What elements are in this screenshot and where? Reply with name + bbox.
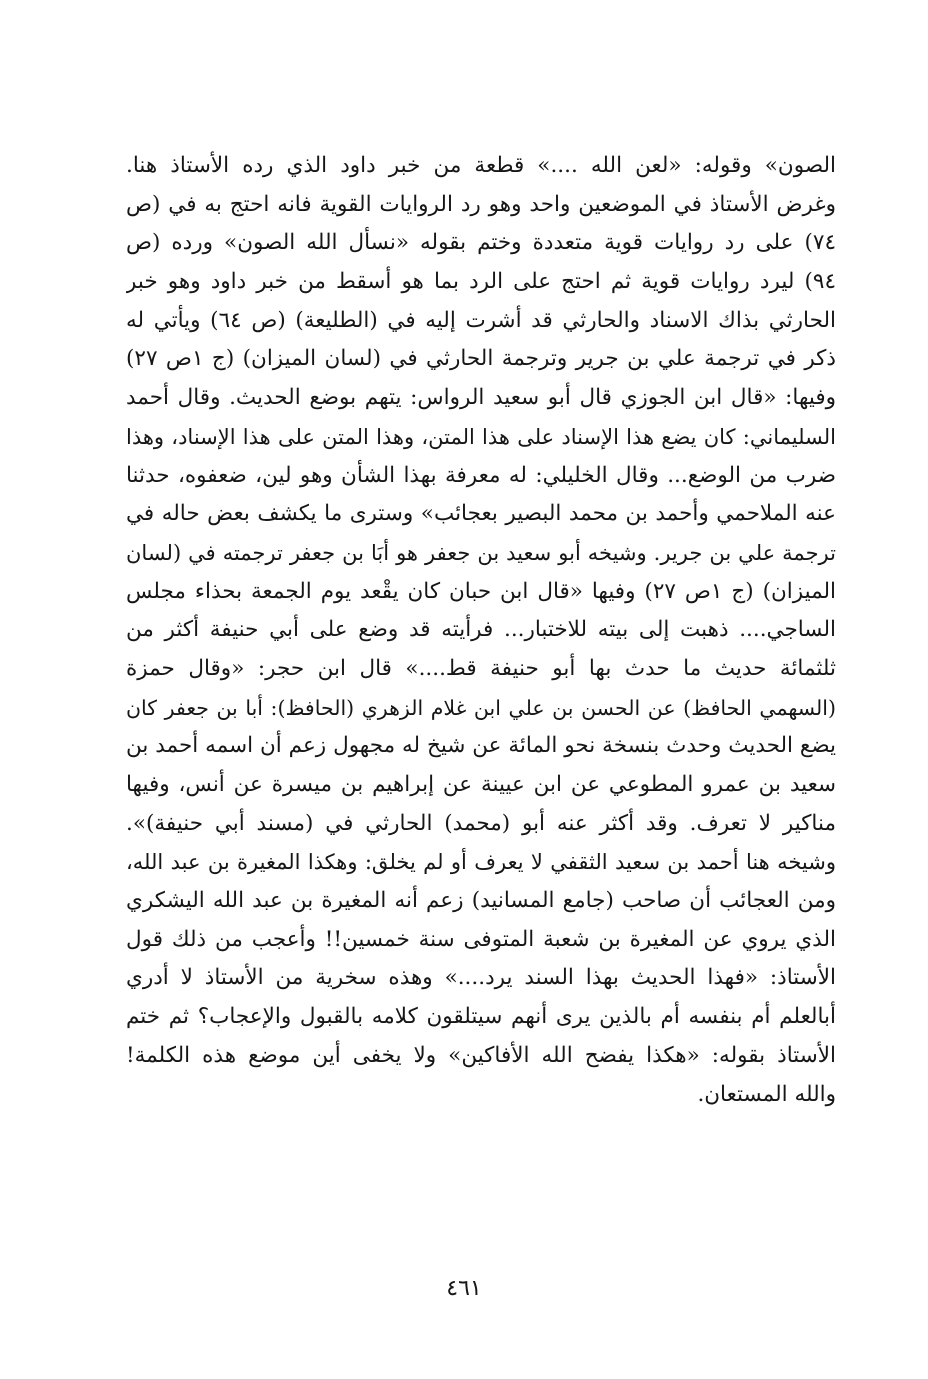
text-line: الأستاذ: «فهذا الحديث بهذا السند يرد....» وهذه سخرية من الأستاذ لا أدري [126, 965, 836, 991]
text-line: وفيها: «قال ابن الجوزي قال أبو سعيد الرواس: يتهم بوضع الحديث. وقال أحمد [126, 385, 836, 411]
text-line: ومن العجائب أن صاحب (جامع المسانيد) زعم أنه المغيرة بن عبد الله اليشكري [126, 888, 836, 914]
text-line: مناكير لا تعرف. وقد أكثر عنه أبو (محمد) الحارثي في (مسند أبي حنيفة)». [126, 810, 836, 836]
text-line: ضرب من الوضع... وقال الخليلي: له معرفة بهذا الشأن وهو لين، ضعفوه، حدثنا [126, 462, 836, 488]
text-line: الصون» وقوله: «لعن الله ....» قطعة من خبر داود الذي رده الأستاذ هنا. [126, 153, 836, 178]
text-line: الذي يروي عن المغيرة بن شعبة المتوفى سنة خمسين!! وأعجب من ذلك قول [126, 926, 836, 952]
text-line: عنه الملاحمي وأحمد بن محمد البصير بعجائب» وسترى ما يكشف بعض حاله في [126, 501, 836, 527]
text-line: ثلثمائة حديث ما حدث بها أبو حنيفة قط....» قال ابن حجر: «وقال حمزة [126, 655, 836, 681]
page-number: ٤٦١ [446, 1276, 482, 1301]
text-line: أبالعلم أم بنفسه أم بالذين يرى أنهم سيتلقون كلامه بالقبول والإعجاب؟ ثم ختم [126, 1004, 836, 1030]
text-line: السليماني: كان يضع هذا الإسناد على هذا المتن، وهذا المتن على هذا الإسناد، وهذا [126, 424, 836, 449]
body-text [126, 147, 836, 1114]
text-line: الميزان) (ج ١ص ٢٧) وفيها «قال ابن حبان كان يقْعد يوم الجمعة بحذاء مجلس [126, 578, 836, 604]
text-line: وشيخه هنا أحمد بن سعيد الثقفي لا يعرف أو لم يخلق: وهكذا المغيرة بن عبد الله، [126, 850, 836, 875]
text-line: الساجي.... ذهبت إلى بيته للاختبار... فرأيته قد وضع على أبي حنيفة أكثر من [126, 617, 836, 643]
text-line: ٩٤) ليرد روايات قوية ثم احتج على الرد بما هو أسقط من خبر داود وهو خبر [126, 269, 836, 295]
text-line: الأستاذ بقوله: «هكذا يفضح الله الأفاكين» ولا يخفى أين موضع هذه الكلمة! [126, 1042, 836, 1068]
text-line: ترجمة علي بن جرير. وشيخه أبو سعيد بن جعفر هو أبَا بن جعفر ترجمته في (لسان [126, 540, 836, 565]
text-line: الحارثي بذاك الاسناد والحارثي قد أشرت إليه في (الطليعة) (ص ٦٤) ويأتي له [126, 307, 836, 333]
text-line: ٧٤) على رد روايات قوية متعددة وختم بقوله «نسأل الله الصون» ورده (ص [126, 230, 836, 256]
text-line: يضع الحديث وحدث بنسخة نحو المائة عن شيخ له مجهول زعم أن اسمه أحمد بن [126, 733, 836, 759]
text-line-last: والله المستعان. [697, 1081, 836, 1107]
text-line: (السهمي الحافظ) عن الحسن بن علي ابن غلام الزهري (الحافظ): أبا بن جعفر كان [126, 695, 836, 720]
text-line: ذكر في ترجمة علي بن جرير وترجمة الحارثي في (لسان الميزان) (ج ١ص ٢٧) [126, 346, 836, 372]
text-line: وغرض الأستاذ في الموضعين واحد وهو رد الروايات القوية فانه احتج به في (ص [126, 191, 836, 217]
text-line: سعيد بن عمرو المطوعي عن ابن عيينة عن إبراهيم بن ميسرة عن أنس، وفيها [126, 772, 836, 797]
